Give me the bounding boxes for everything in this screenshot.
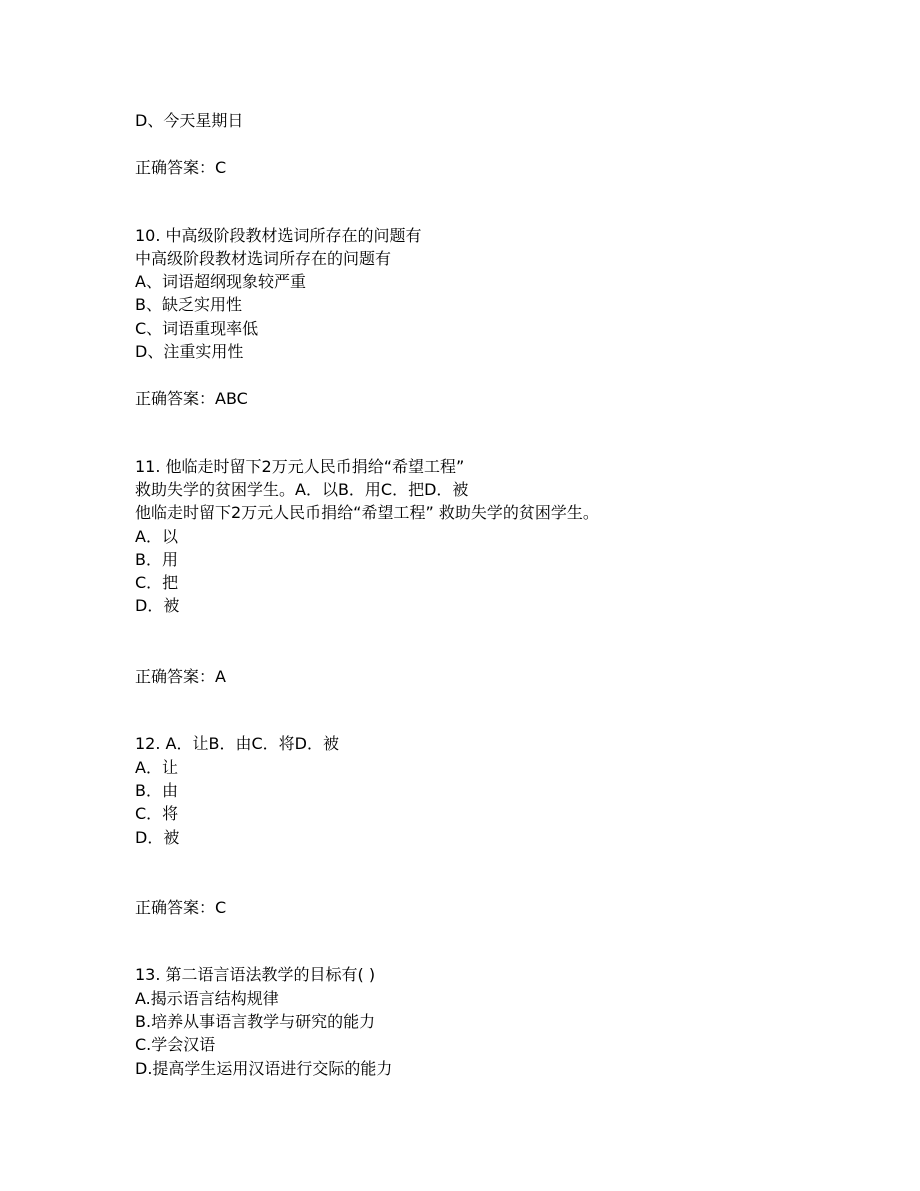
q11-title: 11. 他临走时留下2万元人民币捐给“希望工程” xyxy=(135,457,465,476)
q11-answer: 正确答案：A xyxy=(135,667,226,686)
q12-title: 12. A．让B．由C．将D．被 xyxy=(135,734,339,753)
q9-option-d: D、今天星期日 xyxy=(135,111,244,130)
q13-option-c: C.学会汉语 xyxy=(135,1035,216,1054)
q10-option-d: D、注重实用性 xyxy=(135,342,244,361)
q10-title: 10. 中高级阶段教材选词所存在的问题有 xyxy=(135,226,422,245)
q11-option-a: A．以 xyxy=(135,527,178,546)
q11-title-cont: 救助失学的贫困学生。A．以B．用C．把D．被 xyxy=(135,480,469,499)
q11-option-b: B．用 xyxy=(135,550,178,569)
q9-answer: 正确答案：C xyxy=(135,158,227,177)
q13-option-a: A.揭示语言结构规律 xyxy=(135,989,279,1008)
q12-option-d: D．被 xyxy=(135,828,180,847)
q13-title: 13. 第二语言语法教学的目标有( ) xyxy=(135,965,376,984)
q10-stem: 中高级阶段教材选词所存在的问题有 xyxy=(135,249,392,268)
q10-option-a: A、词语超纲现象较严重 xyxy=(135,272,306,291)
q10-option-c: C、词语重现率低 xyxy=(135,319,259,338)
q10-option-b: B、缺乏实用性 xyxy=(135,295,242,314)
q13-option-b: B.培养从事语言教学与研究的能力 xyxy=(135,1012,376,1031)
q12-option-c: C．将 xyxy=(135,804,179,823)
q12-option-b: B．由 xyxy=(135,781,178,800)
q11-option-d: D．被 xyxy=(135,596,180,615)
q11-option-c: C．把 xyxy=(135,573,179,592)
q12-answer: 正确答案：C xyxy=(135,898,227,917)
q11-stem: 他临走时留下2万元人民币捐给“希望工程” 救助失学的贫困学生。 xyxy=(135,503,599,522)
q12-option-a: A．让 xyxy=(135,758,178,777)
q13-option-d: D.提高学生运用汉语进行交际的能力 xyxy=(135,1059,393,1078)
q10-answer: 正确答案：ABC xyxy=(135,389,248,408)
